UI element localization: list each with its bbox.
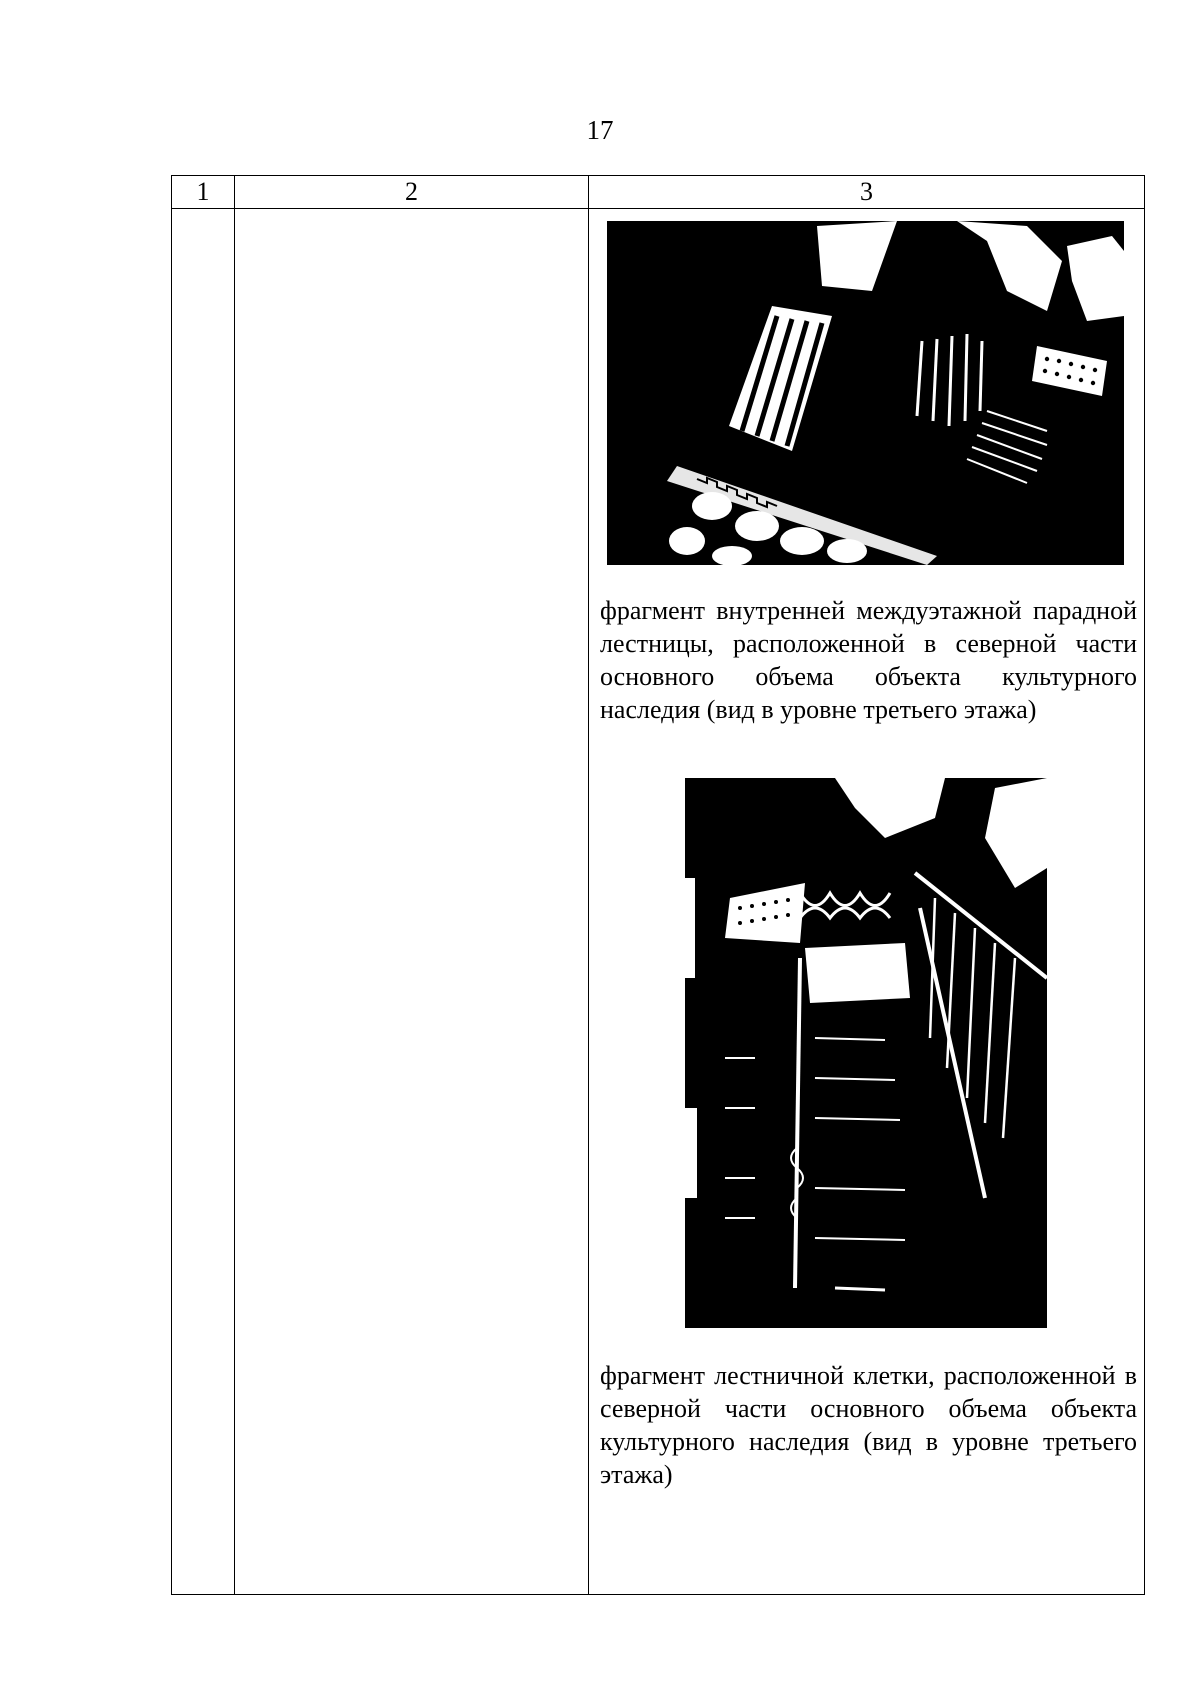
stairwell-photo: [685, 778, 1047, 1328]
photo-caption: фрагмент внутренней междуэтажной парадной лестницы, расположенной в северной части основного объема объекта культурного наследия (вид в уровне третьего этажа): [600, 596, 1137, 724]
cell-column-1: [172, 209, 235, 1595]
document-table: [171, 175, 1145, 1595]
photo-panel: [589, 209, 1144, 1594]
staircase-photo: [607, 221, 1124, 565]
cell-column-3: [589, 209, 1145, 1595]
table-row: [172, 209, 1145, 1595]
column-header-1: 1: [172, 176, 235, 209]
column-header-2: 2: [235, 176, 589, 209]
page-number: 17: [586, 115, 614, 145]
column-header-3: 3: [589, 176, 1145, 209]
table-header-row: [172, 176, 1145, 209]
cell-column-2: [235, 209, 589, 1595]
photo-caption: фрагмент лестничной клетки, расположенной в северной части основного объема объекта культурного наследия (вид в уровне третьего этажа): [600, 1361, 1137, 1489]
